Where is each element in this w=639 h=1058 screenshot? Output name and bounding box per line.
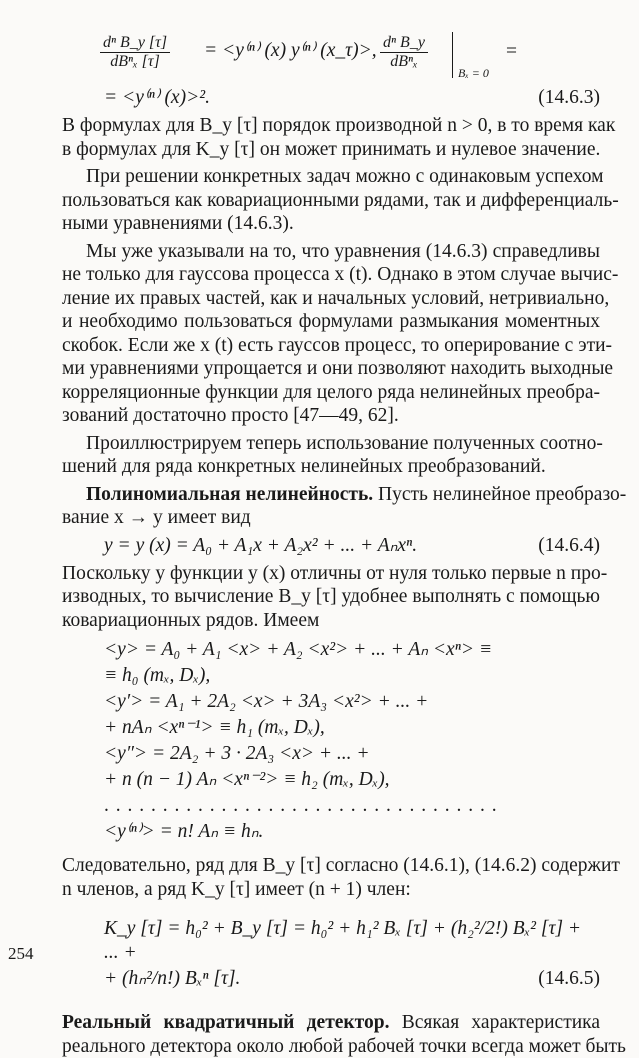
- formula-rhs-denominator: dBⁿₓ: [380, 53, 428, 71]
- formula-rhs-equals: =: [506, 40, 517, 64]
- system-line-6: + n (n − 1) Aₙ <xⁿ⁻²> ≡ h₂ (mₓ, Dₓ),: [104, 768, 390, 792]
- section-title-detector: Реальный квадратичный детектор.: [62, 1012, 389, 1033]
- system-line-2: ≡ h₀ (mₓ, Dₓ),: [104, 664, 210, 688]
- paragraph-4-line-1: Проиллюстрируем теперь использование полученных соотно-: [62, 432, 600, 456]
- paragraph-2-line-3: ными уравнениями (14.6.3).: [62, 212, 600, 236]
- page-body: [62, 26, 600, 1058]
- evaluation-bar: [452, 32, 453, 78]
- paragraph-7-line-2: n членов, а ряд K_y [τ] имеет (n + 1) член:: [62, 878, 600, 902]
- paragraph-7: [62, 854, 600, 901]
- equation-14-6-4-text: y = y (x) = A₀ + A₁x + A₂x² + ... + Aₙxⁿ.: [104, 534, 417, 558]
- paragraph-5: [62, 483, 600, 530]
- system-line-8: <y⁽ⁿ⁾> = n! Aₙ ≡ hₙ.: [104, 820, 263, 844]
- paragraph-1-line-2: в формулах для K_y [τ] он может принимать и нулевое значение.: [62, 138, 600, 162]
- equation-number-14-6-4: (14.6.4): [538, 534, 600, 558]
- paragraph-2-line-2: пользоваться как ковариационными рядами, так и дифференциаль-: [62, 189, 600, 213]
- paragraph-1-line-1: В формулах для B_y [τ] порядок производной n > 0, в то время как: [62, 114, 600, 138]
- paragraph-8-line-1-text: Всякая характеристика: [389, 1012, 600, 1033]
- paragraph-3-line-5: скобок. Если же x (t) есть гауссов процесс, то оперирование с эти-: [62, 334, 600, 358]
- page-number: 254: [8, 944, 34, 964]
- paragraph-2: [62, 165, 600, 236]
- paragraph-2-line-1: При решении конкретных задач можно с одинаковым успехом: [62, 165, 600, 189]
- paragraph-5-line-1: [62, 483, 600, 507]
- paragraph-5-line-2: вание x → y имеет вид: [62, 506, 600, 530]
- paragraph-6-line-2: изводных, то вычисление B_y [τ] удобнее выполнять с помощью: [62, 585, 600, 609]
- paragraph-3-line-1: Мы уже указывали на то, что уравнения (14.6.3) справедливы: [62, 240, 600, 264]
- system-line-4: + nAₙ <xⁿ⁻¹> ≡ h₁ (mₓ, Dₓ),: [104, 716, 325, 740]
- paragraph-3-line-4: и необходимо пользоваться формулами размыкания моментных: [62, 310, 600, 334]
- paragraph-3-line-8: зований достаточно просто [47—49, 62].: [62, 404, 600, 428]
- paragraph-5-line-1-text: Пусть нелинейное преобразо-: [373, 484, 626, 505]
- paragraph-8: [62, 1011, 600, 1058]
- formula-middle: = <y⁽ⁿ⁾ (x) y⁽ⁿ⁾ (x_τ)>,: [204, 39, 377, 63]
- equation-number-14-6-5: (14.6.5): [538, 967, 600, 991]
- equation-number-14-6-3: (14.6.3): [538, 86, 600, 110]
- paragraph-6-line-1: Поскольку у функции y (x) отличны от нуля только первые n про-: [62, 562, 600, 586]
- equation-14-6-5: [62, 909, 600, 1001]
- system-line-3: <y′> = A₁ + 2A₂ <x> + 3A₃ <x²> + ... +: [104, 690, 428, 714]
- paragraph-7-line-1: Следовательно, ряд для B_y [τ] согласно (14.6.1), (14.6.2) содержит: [62, 854, 600, 878]
- equation-14-6-4: [62, 532, 600, 560]
- paragraph-6: [62, 562, 600, 633]
- formula-lhs-fraction: [100, 34, 170, 71]
- paragraph-3-line-7: корреляционные функции для целого ряда нелинейных преобра-: [62, 381, 600, 405]
- evaluation-subscript: Bₓ = 0: [458, 62, 489, 86]
- equation-14-6-5-line-2: + (hₙ²/n!) Bₓⁿ [τ].: [104, 967, 240, 991]
- system-line-5: <y″> = 2A₂ + 3 · 2A₃ <x> + ... +: [104, 742, 370, 766]
- paragraph-3-line-3: ление их правых частей, как и начальных условий, нетривиально,: [62, 287, 600, 311]
- section-title-polynomial: Полиномиальная нелинейность.: [86, 484, 373, 505]
- formula-line-2-text: = <y⁽ⁿ⁾ (x)>².: [104, 86, 210, 110]
- equation-system: [62, 638, 600, 848]
- paragraph-3-line-6: ми уравнениями упрощается и они позволяют находить выходные: [62, 357, 600, 381]
- paragraph-8-line-1: [62, 1011, 600, 1035]
- paragraph-4-line-2: шений для ряда конкретных нелинейных преобразований.: [62, 455, 600, 479]
- paragraph-8-line-2: реального детектора около любой рабочей точки всегда может быть: [62, 1035, 600, 1058]
- paragraph-1: [62, 114, 600, 161]
- paragraph-6-line-3: ковариационных рядов. Имеем: [62, 609, 600, 633]
- system-line-1: <y> = A₀ + A₁ <x> + A₂ <x²> + ... + Aₙ <xⁿ> ≡: [104, 638, 492, 662]
- formula-14-6-3: [62, 26, 600, 84]
- system-dots: . . . . . . . . . . . . . . . . . . . . . . . . . . . . . . . . . .: [104, 794, 498, 818]
- formula-rhs-fraction: [380, 34, 428, 71]
- paragraph-3: [62, 240, 600, 428]
- formula-rhs-numerator: dⁿ B_y: [380, 34, 428, 53]
- formula-lhs-numerator: dⁿ B_y [τ]: [100, 34, 170, 53]
- paragraph-3-line-2: не только для гауссова процесса x (t). Однако в этом случае вычис-: [62, 263, 600, 287]
- formula-lhs-denominator: dBⁿₓ [τ]: [100, 53, 170, 71]
- paragraph-4: [62, 432, 600, 479]
- equation-14-6-5-line-1: K_y [τ] = h₀² + B_y [τ] = h₀² + h₁² Bₓ [τ] + (h₂²/2!) Bₓ² [τ] + ... +: [104, 917, 600, 964]
- formula-line-2: [62, 84, 600, 112]
